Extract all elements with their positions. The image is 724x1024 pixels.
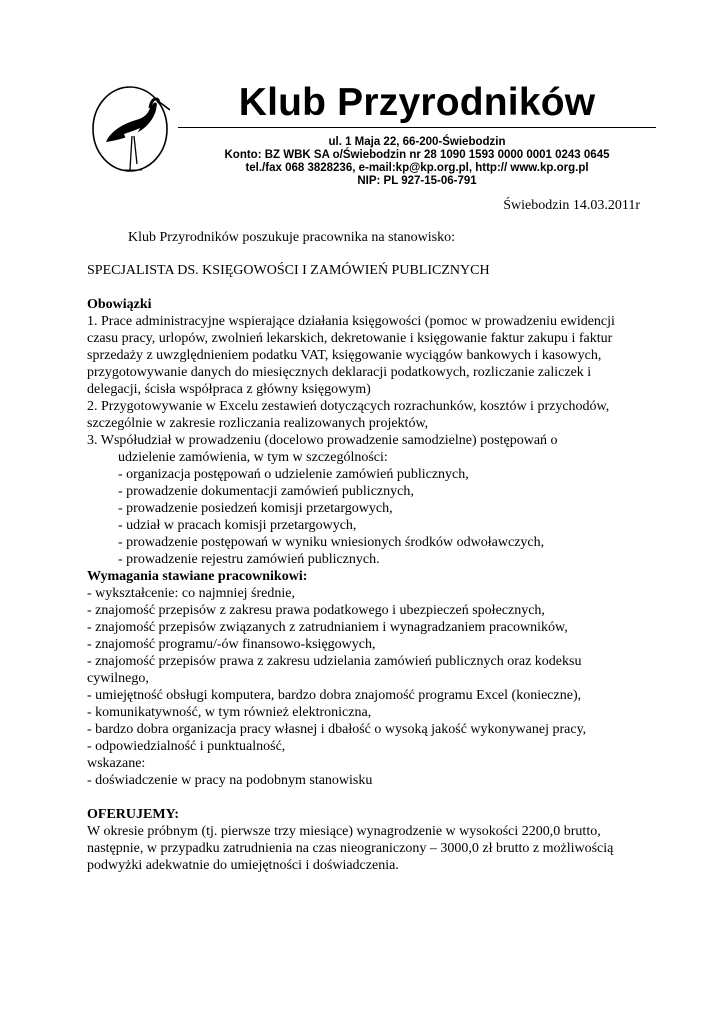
duties-section — [87, 296, 647, 874]
requirements-line: - komunikatywność, w tym również elektroniczna, — [87, 705, 372, 720]
requirements-line: cywilnego, — [87, 671, 149, 686]
requirements-heading: Wymagania stawiane pracownikowi: — [87, 569, 308, 584]
letterhead-contact-block — [178, 136, 656, 188]
requirements-line: - znajomość przepisów z zakresu prawa podatkowego i ubezpieczeń społecznych, — [87, 603, 545, 618]
requirements-line: - wykształcenie: co najmniej średnie, — [87, 586, 295, 601]
requirements-line: - umiejętność obsługi komputera, bardzo dobra znajomość programu Excel (konieczne), — [87, 688, 582, 703]
duties-line: sprzedaży z uwzględnieniem podatku VAT, księgowanie wyciągów bankowych i kasowych, — [87, 348, 602, 363]
requirements-line: - znajomość przepisów związanych z zatrudnianiem i wynagradzaniem pracowników, — [87, 620, 568, 635]
organization-title: Klub Przyrodników — [238, 81, 596, 124]
document-date: Świebodzin 14.03.2011r — [503, 198, 640, 213]
duties-line: czasu pracy, urlopów, zwolnień lekarskich, dekretowanie i księgowanie faktur zakupu i faktur — [87, 331, 613, 346]
duties-subitem: - prowadzenie rejestru zamówień publicznych. — [118, 552, 380, 567]
duties-subitem: - prowadzenie postępowań w wyniku wniesionych środków odwoławczych, — [118, 535, 545, 550]
duties-line: 2. Przygotowywanie w Excelu zestawień dotyczących rozrachunków, kosztów i przychodów, — [87, 399, 610, 414]
spacer — [87, 789, 647, 806]
nip-line: NIP: PL 927-15-06-791 — [357, 175, 477, 187]
offer-heading: OFERUJEMY: — [87, 807, 180, 822]
duties-subitem: - prowadzenie posiedzeń komisji przetargowych, — [118, 501, 393, 516]
job-position-title: SPECJALISTA DS. KSIĘGOWOŚCI I ZAMÓWIEŃ PUBLICZNYCH — [87, 263, 490, 278]
offer-line: podwyżki adekwatnie do umiejętności i doświadczenia. — [87, 858, 399, 873]
duties-line: 1. Prace administracyjne wspierające działania księgowości (pomoc w prowadzeniu ewidencji — [87, 314, 615, 329]
duties-subitem: udzielenie zamówienia, w tym w szczególności: — [118, 450, 388, 465]
requirements-line: - bardzo dobra organizacja pracy własnej i dbałość o wysoką jakość wykonywanej pracy, — [87, 722, 587, 737]
offer-line: W okresie próbnym (tj. pierwsze trzy miesiące) wynagrodzenie w wysokości 2200,0 brutto, — [87, 824, 601, 839]
requirements-line: - znajomość przepisów prawa z zakresu udzielania zamówień publicznych oraz kodeksu — [87, 654, 582, 669]
intro-text: Klub Przyrodników poszukuje pracownika na stanowisko: — [128, 230, 455, 245]
duties-line: przygotowywanie danych do miesięcznych deklaracji podatkowych, rozliczanie zaliczek i — [87, 365, 592, 380]
bank-account-line: Konto: BZ WBK SA o/Świebodzin nr 28 1090 1593 0000 0001 0243 0645 — [224, 149, 610, 161]
duties-line: delegacji, ścisła współpraca z główny księgowym) — [87, 382, 371, 397]
letterhead-divider — [178, 127, 656, 128]
duties-line: 3. Współudział w prowadzeniu (docelowo prowadzenie samodzielne) postępowań o — [87, 433, 558, 448]
duties-subitem: - organizacja postępowań o udzielenie zamówień publicznych, — [118, 467, 469, 482]
offer-line: następnie, w przypadku zatrudnienia na czas nieograniczony – 3000,0 zł brutto z możliwością — [87, 841, 614, 856]
address-line: ul. 1 Maja 22, 66-200-Świebodzin — [328, 136, 506, 148]
duties-line: szczególnie w zakresie rozliczania realizowanych projektów, — [87, 416, 429, 431]
duties-subitem: - prowadzenie dokumentacji zamówień publicznych, — [118, 484, 414, 499]
stork-logo-icon — [90, 84, 170, 174]
contact-line: tel./fax 068 3828236, e-mail:kp@kp.org.pl, http:// www.kp.org.pl — [245, 162, 589, 174]
requirements-line: - odpowiedzialność i punktualność, — [87, 739, 286, 754]
requirements-line: - znajomość programu/-ów finansowo-księgowych, — [87, 637, 376, 652]
duties-heading: Obowiązki — [87, 297, 152, 312]
requirements-line: wskazane: — [87, 756, 146, 771]
duties-subitem: - udział w pracach komisji przetargowych, — [118, 518, 357, 533]
requirements-line: - doświadczenie w pracy na podobnym stanowisku — [87, 773, 373, 788]
